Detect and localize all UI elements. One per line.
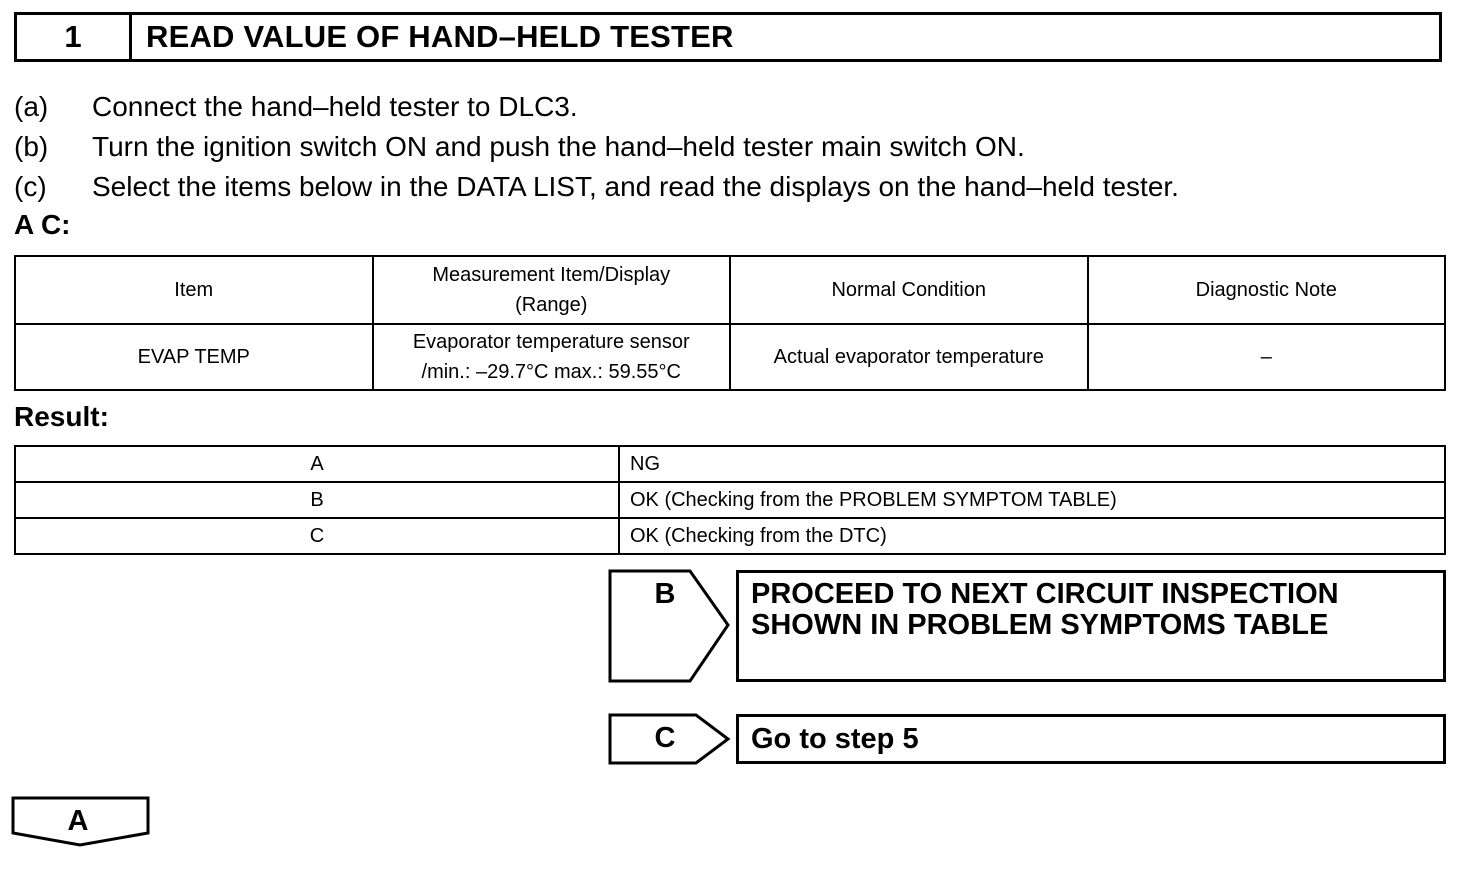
table-row — [15, 324, 1445, 390]
branch-c-label: C — [654, 722, 676, 754]
instruction-a — [14, 87, 578, 127]
branch-b-box — [736, 570, 1446, 682]
header-measurement — [373, 256, 731, 324]
instruction-label: (b) — [14, 131, 49, 162]
instruction-c — [14, 167, 1179, 207]
header-item: Item — [15, 256, 373, 324]
branch-c-text: Go to step 5 — [751, 723, 919, 755]
cell-measurement — [373, 324, 731, 390]
cell-normal: Actual evaporator temperature — [730, 324, 1088, 390]
cell-measurement-line2: /min.: –29.7°C max.: 59.55°C — [421, 361, 681, 383]
result-desc: NG — [619, 446, 1445, 482]
result-code: A — [15, 446, 619, 482]
result-desc: OK (Checking from the PROBLEM SYMPTOM TABLE) — [619, 482, 1445, 518]
table-row — [15, 518, 1445, 554]
cell-note: – — [1088, 324, 1446, 390]
instruction-text: Connect the hand–held tester to DLC3. — [92, 91, 578, 122]
cell-measurement-line1: Evaporator temperature sensor — [412, 331, 690, 353]
header-measurement-line1: Measurement Item/Display — [432, 264, 671, 286]
step-header — [14, 12, 1442, 62]
instruction-text: Select the items below in the DATA LIST, and read the displays on the hand–held tester. — [92, 171, 1179, 202]
result-code: C — [15, 518, 619, 554]
branch-b-label: B — [654, 578, 676, 610]
instruction-text: Turn the ignition switch ON and push the hand–held tester main switch ON. — [92, 131, 1025, 162]
step-title: READ VALUE OF HAND–HELD TESTER — [146, 19, 734, 54]
system-label: A C: — [14, 209, 71, 240]
header-measurement-line2: (Range) — [515, 294, 588, 316]
instruction-label: (a) — [14, 91, 49, 122]
table-row — [15, 446, 1445, 482]
header-note: Diagnostic Note — [1088, 256, 1446, 324]
branch-b-line2: SHOWN IN PROBLEM SYMPTOMS TABLE — [751, 609, 1329, 641]
data-list-table — [14, 255, 1446, 391]
table-header-row — [15, 256, 1445, 324]
result-desc: OK (Checking from the DTC) — [619, 518, 1445, 554]
step-number: 1 — [17, 15, 132, 59]
branch-b-line1: PROCEED TO NEXT CIRCUIT INSPECTION — [751, 578, 1339, 610]
result-code: B — [15, 482, 619, 518]
instruction-b — [14, 127, 1025, 167]
instruction-label: (c) — [14, 171, 47, 202]
header-normal: Normal Condition — [730, 256, 1088, 324]
branch-c-box — [736, 714, 1446, 764]
cell-item: EVAP TEMP — [15, 324, 373, 390]
result-table — [14, 445, 1446, 555]
result-label: Result: — [14, 401, 109, 432]
branch-a-label: A — [67, 805, 89, 837]
table-row — [15, 482, 1445, 518]
